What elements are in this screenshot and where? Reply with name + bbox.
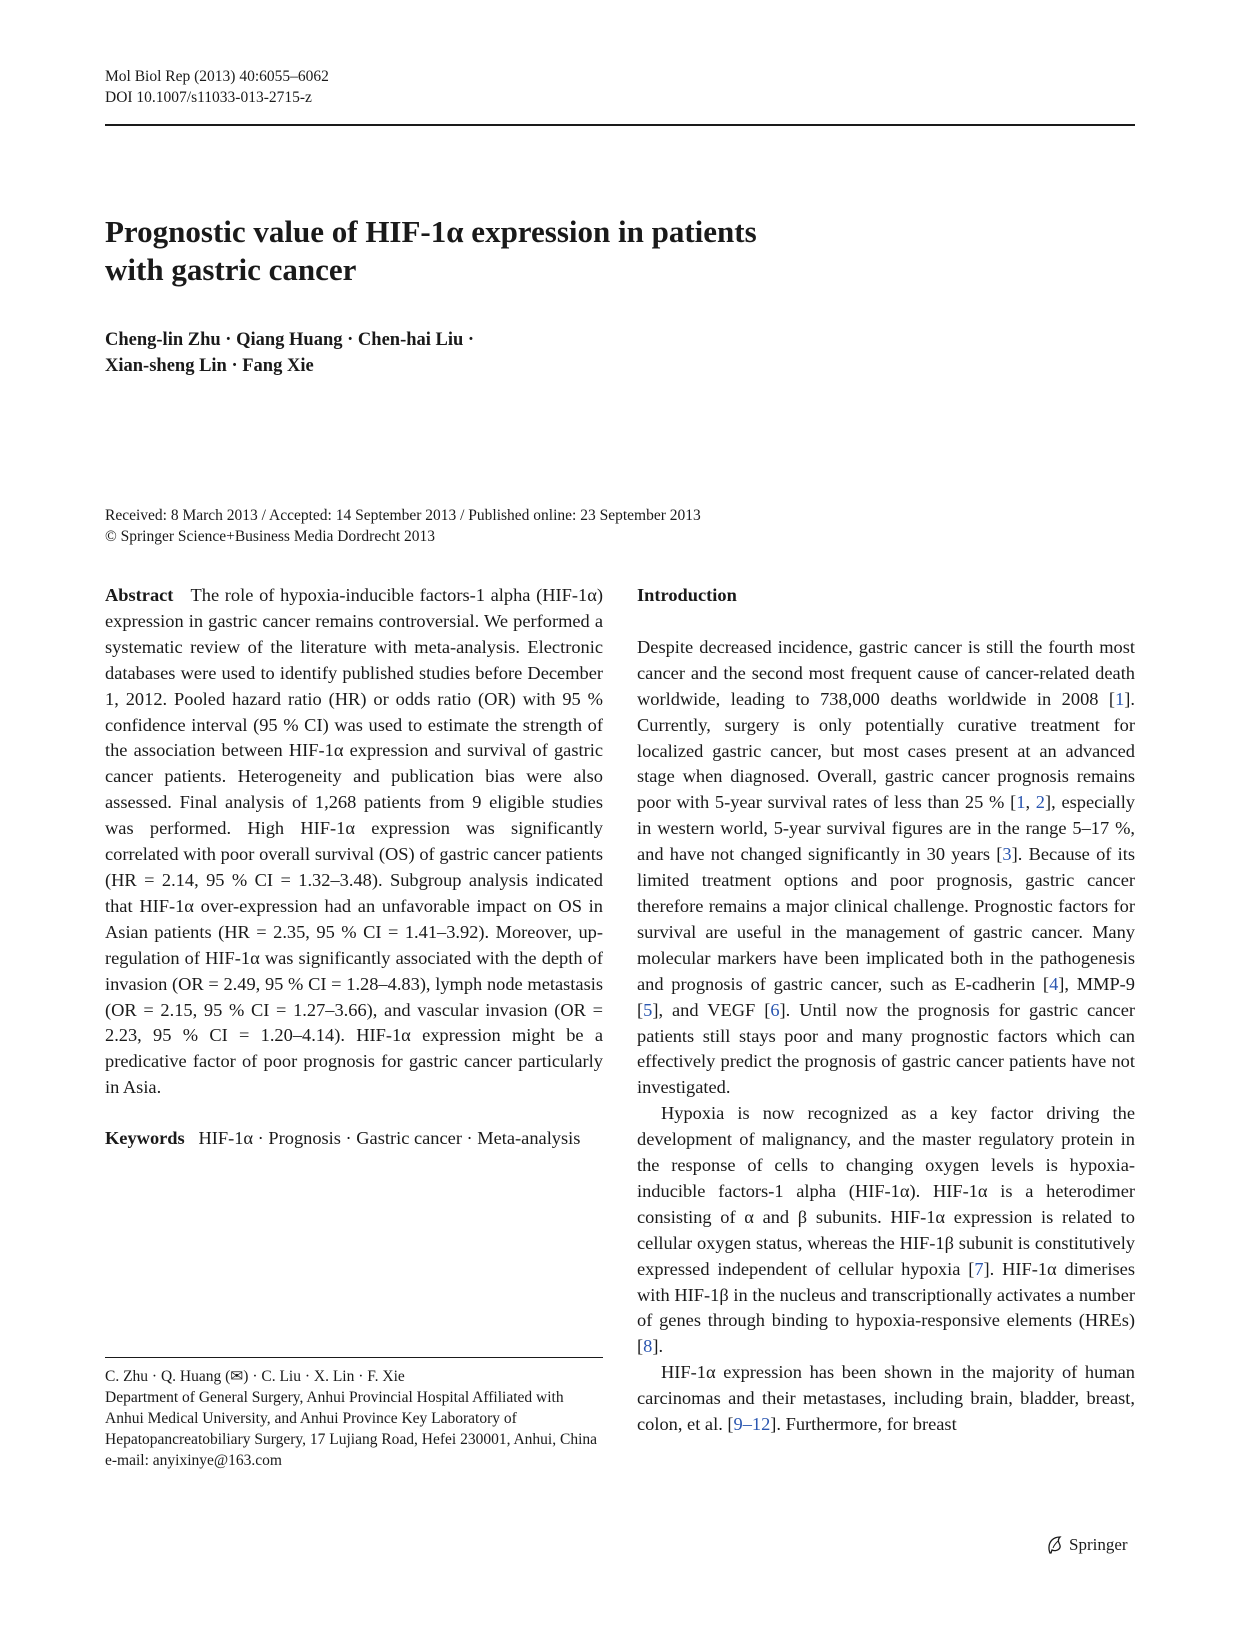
doi[interactable]: DOI 10.1007/s11033-013-2715-z [105, 89, 312, 106]
citation-link[interactable]: 5 [643, 999, 653, 1020]
footnote-rule [105, 1357, 603, 1358]
citation-link[interactable]: 1 [1016, 792, 1026, 813]
keywords-text: HIF-1α · Prognosis · Gastric cancer · Meta-analysis [198, 1128, 581, 1149]
affiliation-names: C. Zhu · Q. Huang (✉) · C. Liu · X. Lin · F. Xie [105, 1368, 405, 1385]
publication-dates [105, 505, 701, 547]
intro-paragraph-1: Despite decreased incidence, gastric cancer is still the fourth most cancer and the second most frequent cause of cancer-related death worldwide, leading to 738,000 deaths worldwide in 2008 [1]. Currently, surgery is only potentially curative treatment for localized gastric cancer, but most cases present at an advanced stage when diagnosed. Overall, gastric cancer prognosis remains poor with 5-year survival rates of less than 25 % [1, 2], especially in western world, 5-year survival figures are in the range 5–17 %, and have not changed significantly in 30 years [3]. Because of its limited treatment options and poor prognosis, gastric cancer therefore remains a major clinical challenge. Prognostic factors for survival are useful in the management of gastric cancer. Many molecular markers have been implicated both in the pathogenesis and prognosis of gastric cancer, such as E-cadherin [4], MMP-9 [5], and VEGF [6]. Until now the prognosis for gastric cancer patients still stays poor and many prognostic factors which can effectively predict the prognosis of gastric cancer patients have not investigated. [637, 636, 1135, 1098]
abstract-text: The role of hypoxia-inducible factors-1 alpha (HIF-1α) expression in gastric cancer remains controversial. We performed a systematic review of the literature with meta-analysis. Electronic databases were used to identify published studies before December 1, 2012. Pooled hazard ratio (HR) or odds ratio (OR) with 95 % confidence interval (95 % CI) was used to estimate the strength of the association between HIF-1α expression and survival of gastric cancer patients. Heterogeneity and publication bias were also assessed. Final analysis of 1,268 patients from 9 eligible studies was performed. High HIF-1α expression was significantly correlated with poor overall survival (OS) of gastric cancer patients (HR = 2.14, 95 % CI = 1.32–3.48). Subgroup analysis indicated that HIF-1α over-expression had an unfavorable impact on OS in Asian patients (HR = 2.35, 95 % CI = 1.41–3.92). Moreover, up-regulation of HIF-1α was significantly associated with the depth of invasion (OR = 2.49, 95 % CI = 1.28–4.83), lymph node metastasis (OR = 2.15, 95 % CI = 1.27–3.66), and vascular invasion (OR = 2.23, 95 % CI = 1.20–4.14). HIF-1α expression might be a predicative factor of poor prognosis for gastric cancer particularly in Asia. [105, 585, 603, 1098]
keywords [105, 1126, 603, 1152]
copyright: © Springer Science+Business Media Dordrecht 2013 [105, 528, 436, 545]
affiliation-email[interactable]: e-mail: anyixinye@163.com [105, 1452, 282, 1469]
title-line-1: Prognostic value of HIF-1α expression in patients [105, 214, 757, 249]
citation-link[interactable]: 9–12 [733, 1414, 771, 1435]
authors-line-2: Xian-sheng Lin · Fang Xie [105, 356, 314, 376]
journal-header [105, 66, 329, 108]
citation-link[interactable]: 7 [974, 1258, 984, 1279]
citation-link[interactable]: 1 [1115, 688, 1125, 709]
publisher-name: Springer [1069, 1535, 1128, 1554]
abstract-label: Abstract [105, 585, 174, 605]
citation-link[interactable]: 4 [1049, 973, 1059, 994]
citation-link[interactable]: 6 [770, 999, 780, 1020]
affiliation-department: Department of General Surgery, Anhui Provincial Hospital Affiliated with Anhui Medical University, and Anhui Province Key Laboratory of Hepatopancreatobiliary Surgery, 17 Lujiang Road, Hefei 230001, Anhui, China [105, 1389, 598, 1448]
citation-link[interactable]: 8 [643, 1336, 653, 1357]
citation-link[interactable]: 2 [1035, 792, 1045, 813]
left-column [105, 583, 603, 1152]
history-dates: Received: 8 March 2013 / Accepted: 14 September 2013 / Published online: 23 September 2013 [105, 507, 701, 524]
journal-citation: Mol Biol Rep (2013) 40:6055–6062 [105, 68, 329, 85]
intro-paragraph-2: Hypoxia is now recognized as a key factor driving the development of malignancy, and the master regulatory protein in the response of cells to changing oxygen levels is hypoxia-inducible factors-1 alpha (HIF-1α). HIF-1α is a heterodimer consisting of α and β subunits. HIF-1α expression is related to cellular oxygen status, whereas the HIF-1β subunit is constitutively expressed independent of cellular hypoxia [7]. HIF-1α dimerises with HIF-1β in the nucleus and transcriptionally activates a number of genes through binding to hypoxia-responsive elements (HREs) [8]. [637, 1103, 1135, 1357]
author-affiliation [105, 1366, 603, 1471]
author-list [105, 327, 474, 379]
citation-link[interactable]: 3 [1002, 844, 1012, 865]
springer-horse-icon [1046, 1535, 1064, 1555]
article-title [105, 213, 865, 289]
title-line-2: with gastric cancer [105, 252, 357, 287]
abstract [105, 583, 603, 1101]
authors-line-1: Cheng-lin Zhu · Qiang Huang · Chen-hai Liu · [105, 330, 475, 350]
envelope-icon: ✉ [230, 1368, 244, 1385]
intro-paragraph-3: HIF-1α expression has been shown in the majority of human carcinomas and their metastases, including brain, bladder, breast, colon, et al. [9–12]. Furthermore, for breast [637, 1362, 1135, 1435]
right-column [637, 583, 1135, 1438]
keywords-label: Keywords [105, 1128, 185, 1149]
publisher-logo [1046, 1534, 1128, 1556]
introduction-heading: Introduction [637, 585, 737, 605]
header-rule [105, 124, 1135, 126]
